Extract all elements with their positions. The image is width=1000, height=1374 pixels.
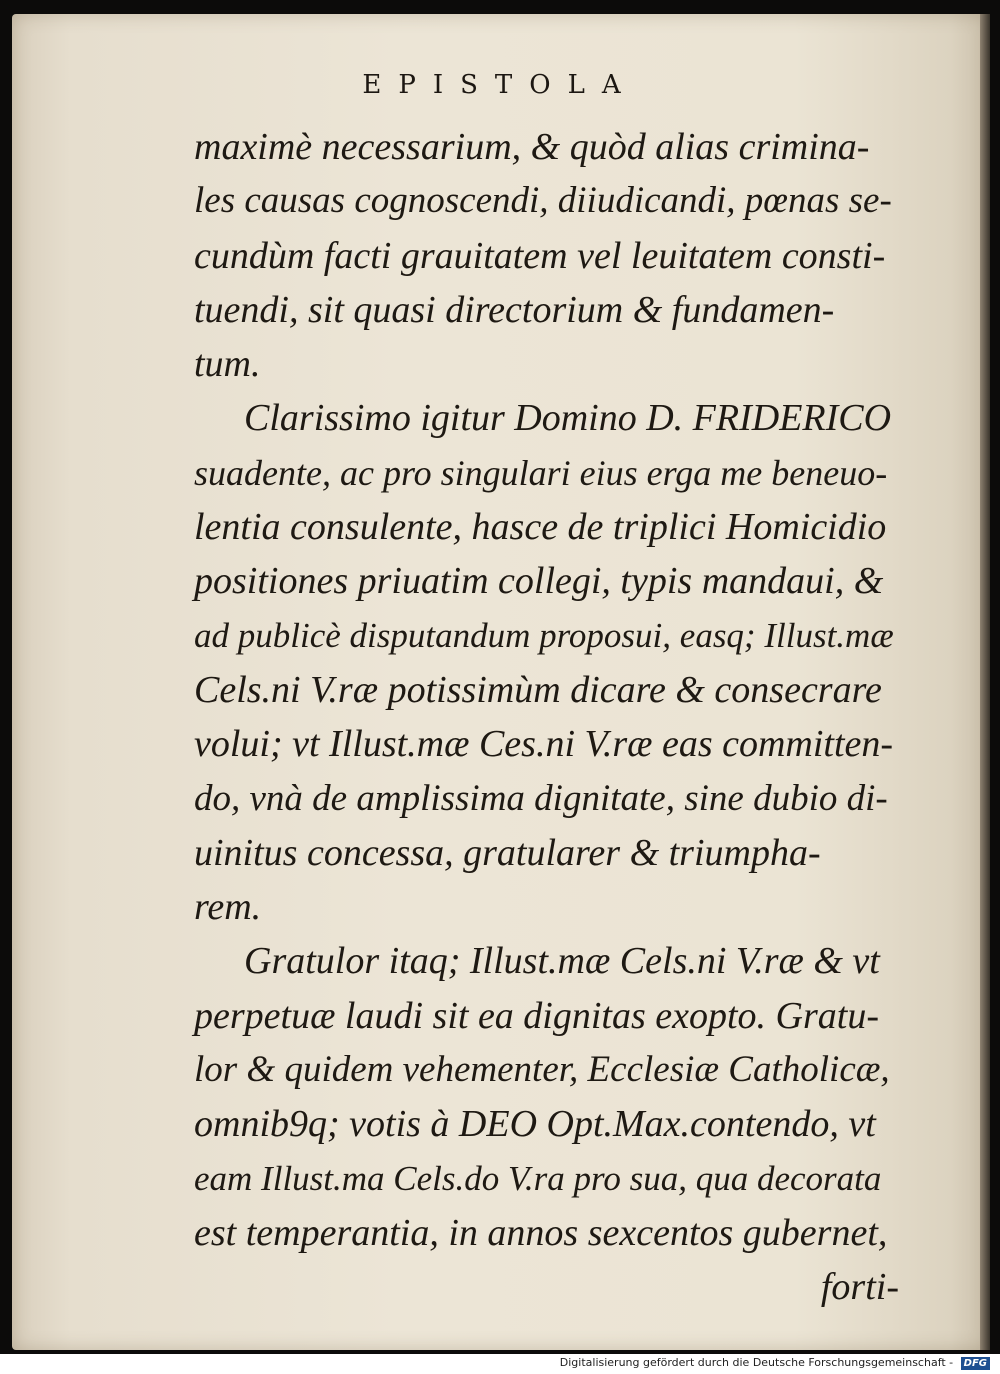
text-line: perpetuæ laudi sit ea dignitas exopto. Gratu- [194,994,880,1037]
text-line: est temperantia, in annos sexcentos gubernet, [194,1211,888,1254]
text-line: eam Illust.ma Cels.do V.ra pro sua, qua decorata [194,1158,882,1198]
text-line: uinitus concessa, gratularer & triumpha- [194,831,821,874]
dfg-logo[interactable]: DFG [961,1357,990,1370]
text-line: lor & quidem vehementer, Ecclesiæ Catholicæ, [194,1049,890,1091]
text-line: ad publicè disputandum proposui, easq; Illust.mæ [194,615,894,655]
text-line: suadente, ac pro singulari eius erga me beneuo- [194,452,888,493]
page-gutter [980,14,990,1350]
text-line: rem. [194,886,262,929]
text-line: omnib9q; votis à DEO Opt.Max.contendo, vt [194,1103,876,1146]
text-line: Clarissimo igitur Domino D. FRIDERICO [244,397,892,440]
body-text [194,120,899,1315]
text-line: tuendi, sit quasi directorium & fundamen- [194,288,835,331]
text-line: positiones priuatim collegi, typis mandaui, & [194,560,884,603]
text-line: maximè necessarium, & quòd alias crimina- [194,126,870,168]
text-line: do, vnà de amplissima dignitate, sine dubio di- [194,777,888,819]
catchword: forti- [820,1266,899,1309]
running-head: EPISTOLA [362,70,638,100]
text-line: Cels.ni V.ræ potissimùm dicare & consecrare [194,668,882,711]
text-line: tum. [194,343,261,386]
text-line: les causas cognoscendi, diiudicandi, pœnas se- [194,180,892,222]
text-line: Gratulor itaq; Illust.mæ Cels.ni V.ræ & vt [244,940,880,983]
digitization-credit [560,1356,990,1370]
credit-text: Digitalisierung gefördert durch die Deutsche Forschungsgemeinschaft - [559,1356,954,1369]
text-line: volui; vt Illust.mæ Ces.ni V.ræ eas committen- [194,723,894,766]
text-line: cundùm facti grauitatem vel leuitatem consti- [194,234,886,277]
text-line: lentia consulente, hasce de triplici Homicidio [194,506,887,549]
